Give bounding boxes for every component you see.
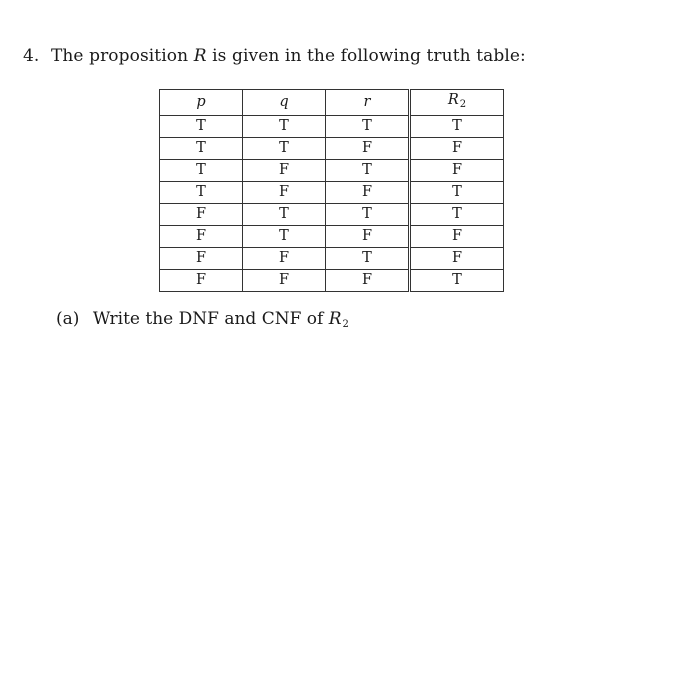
cell-r: F — [326, 182, 410, 204]
cell-r2: T — [410, 204, 504, 226]
question-text-after: is given in the following truth table: — [212, 46, 526, 66]
cell-r2: F — [410, 138, 504, 160]
cell-p: T — [160, 160, 243, 182]
cell-r: F — [326, 138, 410, 160]
cell-p: F — [160, 248, 243, 270]
cell-r2: T — [410, 182, 504, 204]
truth-table-header-row — [160, 90, 504, 116]
cell-q: T — [243, 204, 326, 226]
cell-r: T — [326, 116, 410, 138]
header-r2-subscript: 2 — [459, 99, 467, 110]
header-r2 — [410, 90, 504, 116]
question-statement — [23, 46, 526, 66]
cell-r: T — [326, 160, 410, 182]
cell-r: T — [326, 248, 410, 270]
cell-p: F — [160, 226, 243, 248]
table-row — [160, 138, 504, 160]
cell-r2: F — [410, 160, 504, 182]
table-row — [160, 270, 504, 292]
cell-r: T — [326, 204, 410, 226]
cell-p: F — [160, 270, 243, 292]
cell-q: F — [243, 160, 326, 182]
cell-q: T — [243, 138, 326, 160]
truth-table-body — [160, 116, 504, 292]
cell-p: T — [160, 182, 243, 204]
header-q: q — [243, 90, 326, 116]
truth-table — [159, 89, 504, 292]
table-row — [160, 182, 504, 204]
part-a-text: Write the DNF and CNF of — [92, 309, 324, 329]
table-row — [160, 226, 504, 248]
table-row — [160, 160, 504, 182]
table-row — [160, 116, 504, 138]
table-row — [160, 204, 504, 226]
header-r: r — [326, 90, 410, 116]
part-a-label: (a) — [56, 309, 80, 329]
question-text-before: The proposition — [50, 46, 189, 66]
part-a-symbol-base: R — [328, 309, 342, 329]
cell-r2: F — [410, 226, 504, 248]
table-row — [160, 248, 504, 270]
cell-r: F — [326, 226, 410, 248]
header-p: p — [160, 90, 243, 116]
cell-r2: T — [410, 116, 504, 138]
cell-r: F — [326, 270, 410, 292]
cell-p: T — [160, 116, 243, 138]
cell-q: T — [243, 226, 326, 248]
cell-q: T — [243, 116, 326, 138]
part-a-symbol — [329, 309, 349, 329]
cell-q: F — [243, 248, 326, 270]
question-number: 4. — [23, 46, 40, 66]
cell-r2: T — [410, 270, 504, 292]
cell-p: F — [160, 204, 243, 226]
cell-r2: F — [410, 248, 504, 270]
part-a — [56, 309, 349, 330]
cell-p: T — [160, 138, 243, 160]
part-a-symbol-subscript: 2 — [342, 319, 349, 330]
cell-q: F — [243, 270, 326, 292]
cell-q: F — [243, 182, 326, 204]
header-r2-base: R — [447, 92, 459, 108]
proposition-symbol: R — [193, 46, 207, 66]
